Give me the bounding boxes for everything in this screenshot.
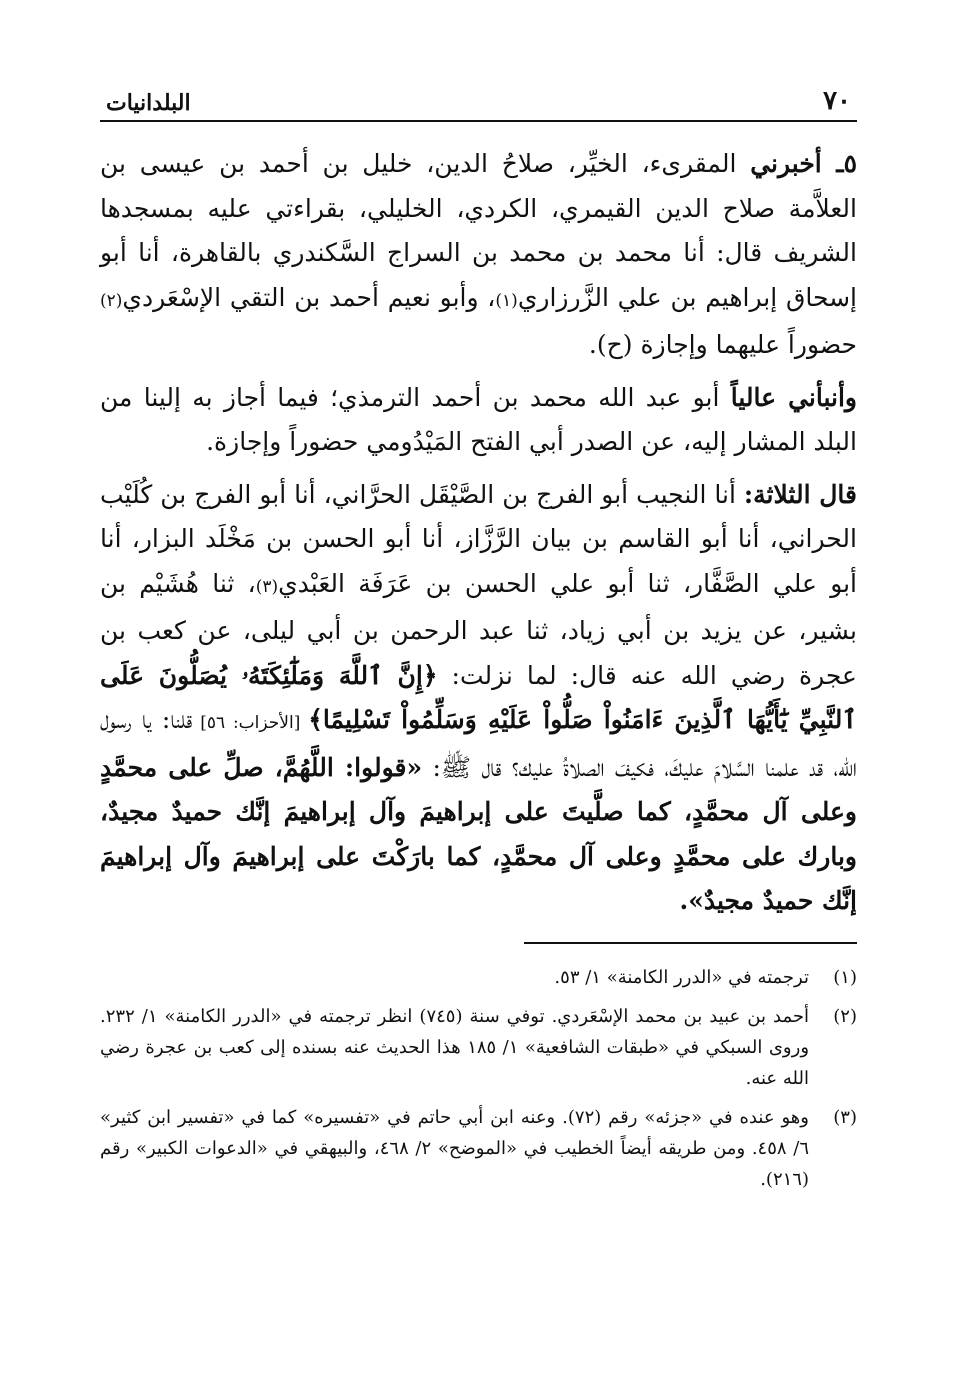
footnote-2: [100, 1001, 857, 1094]
text-run: المقرىء، الخيِّر، صلاحُ الدين، خليل بن أحمد بن عيسى بن العلاَّمة صلاح الدين القيمري، الكردي، الخليلي، بقراءتي عليه بمسجدها الشريف قال: أنا محمد بن محمد بن السراج السَّكندري بالقاهرة، أنا أبو إسحاق إبراهيم بن علي الزَّرزاري: [100, 149, 857, 312]
footnote-number: (٢): [833, 1005, 857, 1027]
footnote-text: أحمد بن عبيد بن محمد الإسْعَردي. توفي سنة (٧٤٥) انظر ترجمته في «الدرر الكامنة» ١/ ٢٣٢. وروى السبكي في «طبقات الشافعية» ١/ ١٨٥ هذا الحديث عنه بسنده إلى كعب بن عجرة رضي الله عنه.: [100, 1005, 810, 1089]
paragraph-1: [100, 142, 857, 368]
footnote-number: (٣): [833, 1106, 857, 1128]
footnote-1: [100, 962, 857, 993]
entry-number: ٥ـ: [821, 149, 857, 178]
hadith-text: «قولوا: اللَّهُمَّ، صلِّ على محمَّدٍ وعلى آل محمَّدٍ، كما صلَّيتَ على إبراهيمَ وآل إبراهيمَ إنَّك حميدٌ مجيدٌ، وبارك على محمَّدٍ وعلى آل محمَّدٍ، كما بارَكْتَ على إبراهيمَ وآل إبراهيمَ إنَّك حميدٌ مجيدٌ».: [100, 752, 857, 915]
running-header: [100, 80, 857, 122]
lead-word: قال الثلاثة:: [743, 479, 857, 509]
footnote-ref-2: (٢): [100, 290, 123, 311]
verse-reference: [الأحزاب: ٥٦]: [192, 713, 309, 733]
text-run: ، وأبو نعيم أحمد بن التقي الإسْعَردي: [122, 282, 496, 312]
paragraph-3: [100, 473, 857, 924]
main-text: [100, 142, 857, 924]
footnote-ref-3: (٣): [255, 576, 279, 597]
footnotes: [100, 962, 857, 1195]
lead-word: أخبرني: [750, 149, 822, 178]
text-run: أنا النجيب أبو الفرج بن الصَّيْقَل الحرَّاني، أنا أبو الفرج بن كُلَيْب الحراني، أنا أبو القاسم بن بيان الرَّزَّاز، أنا أبو الحسن بن مَخْلَد البزار، أنا أبو علي الصَّفَّار، ثنا أبو علي الحسن بن عَرَفَة العَبْدي: [100, 479, 858, 598]
running-title: البلدانيات: [106, 90, 191, 116]
quran-verse: ﴿إِنَّ ٱللَّهَ وَمَلَٰٓئِكَتَهُۥ يُصَلُّونَ عَلَى ٱلنَّبِيِّ يَٰٓأَيُّهَا ٱلَّذِينَ ءَامَنُواْ صَلُّواْ عَلَيْهِ وَسَلِّمُواْ تَسْلِيمًا﴾: [100, 660, 857, 734]
paragraph-2: [100, 376, 857, 465]
text-run: قلنا: يا رسول الله، قد علمنا السَّلامَ عليكَ، فكيفَ الصلاةُ عليك؟ قال ﷺ:: [100, 705, 857, 782]
page-number: ٧٠: [823, 86, 851, 116]
footnote-divider: [524, 942, 857, 944]
book-page: [100, 80, 857, 1203]
footnote-text: وهو عنده في «جزئه» رقم (٧٢). وعنه ابن أبي حاتم في «تفسيره» كما في «تفسير ابن كثير» ٦/ ٤٥٨. ومن طريقه أيضاً الخطيب في «الموضح» ٢/ ٤٦٨، والبيهقي في «الدعوات الكبير» رقم (٢١٦).: [100, 1106, 809, 1190]
text-run: ، ثنا هُشَيْم بن بشير، عن يزيد بن أبي زياد، ثنا عبد الرحمن بن أبي ليلى، عن كعب بن عجرة رضي الله عنه قال: لما نزلت:: [100, 568, 857, 690]
footnote-3: [100, 1102, 857, 1195]
lead-word: وأنبأني عالياً: [730, 382, 858, 412]
footnote-text: ترجمته في «الدرر الكامنة» ١/ ٥٣.: [554, 966, 809, 988]
footnote-number: (١): [833, 966, 857, 988]
text-run: أبو عبد الله محمد بن أحمد الترمذي؛ فيما أجاز به إلينا من البلد المشار إليه، عن الصدر أبي الفتح المَيْدُومي حضوراً وإجازة.: [100, 382, 857, 456]
footnote-ref-1: (١): [495, 290, 518, 311]
text-run: حضوراً عليهما وإجازة (ح).: [588, 330, 857, 359]
